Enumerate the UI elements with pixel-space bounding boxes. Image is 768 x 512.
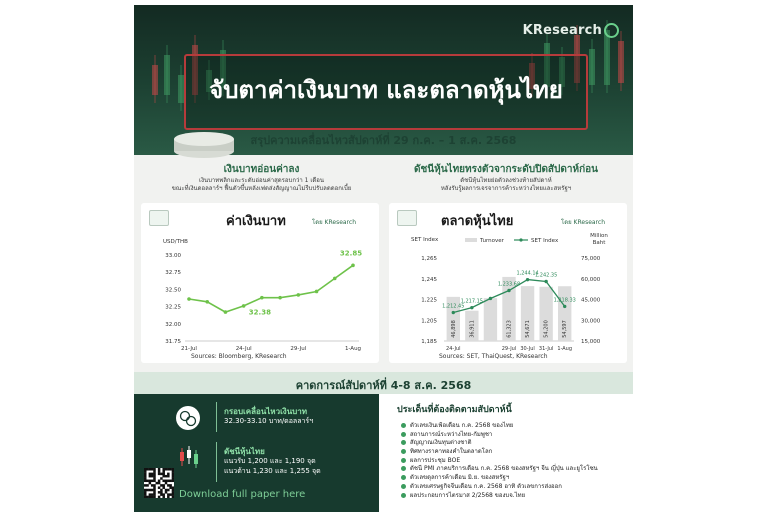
qr-module [162,496,165,498]
candle-body [618,41,624,83]
qr-module [144,480,147,483]
qr-module [162,493,165,496]
qr-module [160,473,163,476]
qr-module [162,480,165,483]
qr-module [172,496,174,498]
watch-list-item: สัญญาณเงินทุนต่างชาติ [401,439,631,448]
qr-module [172,477,174,480]
qr-module [169,480,172,483]
qr-module [151,480,154,483]
qr-module [158,491,161,494]
qr-module [153,486,156,489]
fx-data-point [205,300,209,304]
set-support: แนวรับ 1,200 และ 1,190 จุด [224,457,316,465]
qr-module [172,468,174,471]
qr-module [172,473,174,476]
set-index-label: 1,233.68 [497,281,521,288]
fx-data-point [278,296,282,300]
candle-body [604,30,610,85]
qr-module [149,496,152,498]
set-index-point [563,305,566,308]
set-index-label: 1,244.14 [516,270,539,277]
qr-module [144,477,147,480]
baht-heading: เงินบาทอ่อนค่าลง [223,164,300,175]
qr-module [149,489,152,492]
qr-module [162,473,165,476]
candlestick-icon [178,446,200,468]
watch-list-item: ผลการประชุม BOE [401,457,631,466]
qr-module [165,491,168,494]
qr-module [153,480,156,483]
fx-data-point [224,310,228,314]
watch-list-item: ตัวเลขเศรษฐกิจจีนเดือน ก.ค. 2568 อาทิ ตัวเลขการส่งออก [401,483,631,492]
qr-module [165,480,168,483]
page-title: จับตาค่าเงินบาท และตลาดหุ้นไทย [209,76,563,104]
qr-module [156,482,159,485]
qr-module [158,468,161,471]
set-chart-by: โดย KResearch [561,219,605,226]
qr-module [153,468,156,471]
set-right-axis-label: Baht [592,240,606,246]
set-chart-panel [389,203,627,363]
qr-module [165,468,168,471]
qr-module [144,493,147,496]
candle-body [164,55,170,95]
set-index-point [507,289,510,292]
qr-module [162,486,165,489]
set-heading: ดัชนีหุ้นไทยทรงตัวจากระดับปิดสัปดาห์ก่อน [414,164,598,175]
qr-module [149,493,152,496]
check-bullet-icon [401,484,406,489]
fx-series-line [189,265,353,312]
qr-module [153,473,156,476]
fx-y-tick: 33.00 [165,253,181,259]
legend-turnover-label: Turnover [480,238,504,244]
set-index-point [489,297,492,300]
qr-module [153,491,156,494]
set-right-tick: 75,000 [581,256,601,262]
qr-module [158,480,161,483]
qr-module [172,489,174,492]
turnover-bar [484,298,497,341]
qr-module [160,477,163,480]
fx-y-tick: 32.25 [165,304,181,311]
turnover-label: 61,323 [506,320,513,338]
qr-module [172,480,174,483]
set-right-tick: 30,000 [581,318,601,325]
fx-data-point [297,293,301,297]
watch-list-item: ตัวเลขเงินเฟ้อเดือน ก.ค. 2568 ของไทย [401,422,631,431]
qr-module [144,473,147,476]
qr-module [146,496,149,498]
fx-range-label: กรอบเคลื่อนไหวเงินบาท [224,407,308,416]
qr-module [160,491,163,494]
check-bullet-icon [401,493,406,498]
qr-module [153,470,156,473]
qr-module [167,480,170,483]
qr-module [165,475,168,478]
fx-x-tick: 24-Jul [235,346,252,352]
set-right-tick: 45,000 [581,297,601,304]
set-index-label: 1,242.35 [535,272,558,279]
check-bullet-icon [401,458,406,463]
qr-module [160,489,163,492]
set-combo-chart [389,203,627,363]
qr-module [162,475,165,478]
qr-module [144,468,147,471]
qr-module [167,475,170,478]
set-right-axis-label: Million [590,233,608,239]
turnover-label: 54,671 [525,320,532,338]
set-left-tick: 1,225 [421,297,437,304]
set-left-tick: 1,185 [421,339,437,345]
check-bullet-icon [401,449,406,454]
fx-y-tick: 31.75 [165,339,181,345]
qr-module [158,482,161,485]
legend-turnover-swatch [465,238,477,242]
qr-module [165,482,168,485]
set-x-tick: 30-Jul [520,346,535,352]
turnover-label: 54,597 [562,320,569,338]
qr-module [153,489,156,492]
fx-data-point [187,297,191,301]
check-bullet-icon [401,466,406,471]
qr-module [172,493,174,496]
fx-x-tick: 29-Jul [290,346,307,352]
qr-module [169,468,172,471]
qr-module [144,489,147,492]
fx-data-label-max: 32.85 [339,249,363,258]
qr-module [158,496,161,498]
fx-data-point [333,277,337,281]
check-bullet-icon [401,423,406,428]
turnover-label: 54,200 [543,320,550,338]
qr-module [149,468,152,471]
set-x-tick: 31-Jul [538,346,554,352]
forecast-header [134,372,633,394]
qr-module [169,484,172,487]
check-bullet-icon [401,432,406,437]
watch-list-item: ตัวเลขดุลการค้าเดือน มิ.ย. ของสหรัฐฯ [401,474,631,483]
qr-module [162,470,165,473]
set-index-point [544,280,547,283]
set-chart-title: ตลาดหุ้นไทย [441,214,514,229]
forecast-title: คาดการณ์สัปดาห์ที่ 4-8 ส.ค. 2568 [295,379,472,392]
qr-module [146,489,149,492]
qr-module [167,484,170,487]
qr-module [153,477,156,480]
qr-module [167,489,170,492]
fx-y-tick: 32.50 [165,287,181,294]
qr-module [167,473,170,476]
forecast-section [134,394,633,512]
set-left-tick: 1,245 [421,276,437,283]
qr-module [160,493,163,496]
watch-list [401,422,631,500]
qr-module [169,486,172,489]
fx-data-point [242,304,246,308]
qr-module [146,480,149,483]
qr-module [162,484,165,487]
qr-module [165,489,168,492]
qr-module [153,493,156,496]
qr-module [146,468,149,471]
qr-module [158,473,161,476]
qr-module [167,493,170,496]
set-left-axis-label: SET Index [411,237,439,243]
set-index-point [470,306,473,309]
qr-module [172,486,174,489]
legend-set-marker [519,238,522,241]
qr-module [167,468,170,471]
qr-module [149,475,152,478]
watch-list-item: สถานการณ์ระหว่างไทย-กัมพูชา [401,431,631,440]
qr-module [144,475,147,478]
watch-list-item: ผลประกอบการไตรมาส 2/2568 ของบจ.ไทย [401,492,631,501]
qr-module [151,496,154,498]
set-x-tick: 29-Jul [501,346,517,352]
set-x-tick: 1-Aug [557,346,573,352]
qr-module [144,496,147,498]
legend-set-label: SET Index [531,238,559,244]
check-bullet-icon [401,440,406,445]
fx-y-tick: 32.00 [165,321,181,328]
qr-module [153,484,156,487]
qr-module [151,493,154,496]
check-bullet-icon [401,475,406,480]
qr-module [151,484,154,487]
set-desc-1: ดัชนีหุ้นไทยย่อตัวลงช่วงท้ายสัปดาห์ [460,177,552,184]
fx-data-point [260,296,264,300]
qr-module [144,491,147,494]
qr-module [172,470,174,473]
qr-module [144,484,147,487]
qr-module [144,470,147,473]
baht-desc-1: เงินบาทพลิกและระดับอ่อนค่าสุดรอบกว่า 1 เดือน [199,177,324,184]
qr-module [151,475,154,478]
turnover-label: 46,898 [450,320,457,338]
set-x-tick: 24-Jul [446,346,461,352]
watch-list-title: ประเด็นที่ต้องติดตามสัปดาห์นี้ [397,405,512,415]
download-link[interactable]: Download full paper here [179,489,306,500]
fx-y-axis-label: USD/THB [163,239,188,245]
page-subtitle: สรุปความเคลื่อนไหวสัปดาห์ที่ 29 ก.ค. – 1 ส.ค. 2568 [250,134,517,147]
watch-list-item: ทิศทางราคาทองคำในตลาดโลก [401,448,631,457]
baht-chart-source: Sources: Bloomberg, KResearch [191,353,287,360]
qr-code[interactable] [144,468,174,498]
qr-module [153,496,156,498]
baht-chart-title: ค่าเงินบาท [226,214,286,229]
fx-data-label: 32.38 [248,308,271,317]
qr-module [149,482,152,485]
watch-list-panel [379,394,633,512]
qr-module [162,468,165,471]
set-index-point [452,311,455,314]
forecast-left [134,394,379,512]
baht-chart-by: โดย KResearch [312,219,356,226]
qr-module [158,470,161,473]
qr-module [172,475,174,478]
baht-line-chart [141,203,379,363]
set-right-tick: 15,000 [581,339,601,345]
qr-module [151,489,154,492]
set-left-tick: 1,265 [421,256,437,262]
qr-module [160,484,163,487]
fx-data-point [351,264,355,268]
qr-module [167,496,170,498]
candle-body [589,49,595,85]
set-index-label: 1,218.33 [553,297,576,304]
fx-x-tick: 21-Jul [181,346,197,352]
infographic-card [134,5,633,512]
qr-module [149,480,152,483]
fx-y-tick: 32.75 [165,270,181,277]
qr-module [146,484,149,487]
set-index-point [526,278,529,281]
qr-module [158,486,161,489]
fx-data-point [315,290,319,294]
qr-module [172,491,174,494]
qr-module [151,473,154,476]
currency-exchange-icon [176,406,200,430]
set-chart-source: Sources: SET, ThaiQuest, KResearch [439,353,548,360]
qr-module [151,468,154,471]
brand-logo: KResearch [523,23,619,38]
set-index-label: 1,217.15 [460,298,483,305]
baht-desc-2: ขณะที่เงินดอลลาร์ฯ ฟื้นตัวขึ้นหลังเฟดส่งสัญญาณไม่รีบปรับลดดอกเบี้ย [171,185,352,192]
qr-module [153,475,156,478]
turnover-label: 36,911 [469,320,476,338]
baht-chart-panel [141,203,379,363]
qr-module [149,473,152,476]
set-left-tick: 1,205 [421,318,437,325]
set-right-tick: 60,000 [581,276,601,283]
set-index-label: 1,212.45 [442,303,465,310]
set-forecast-label: ดัชนีหุ้นไทย [224,447,265,456]
qr-module [169,493,172,496]
fx-x-tick: 1-Aug [344,346,362,352]
set-desc-2: หลังรับรู้ผลการเจรจาการค้าระหว่างไทยและสหรัฐฯ [440,185,572,192]
set-resistance: แนวต้าน 1,230 และ 1,255 จุด [224,467,321,475]
watch-list-item: ดัชนี PMI ภาคบริการเดือน ก.ค. 2568 ของสหรัฐฯ จีน ญี่ปุ่น และยูโรโซน [401,465,631,474]
fx-range-value: 32.30-33.10 บาท/ดอลลาร์ฯ [224,417,314,425]
candle-body [152,65,158,95]
